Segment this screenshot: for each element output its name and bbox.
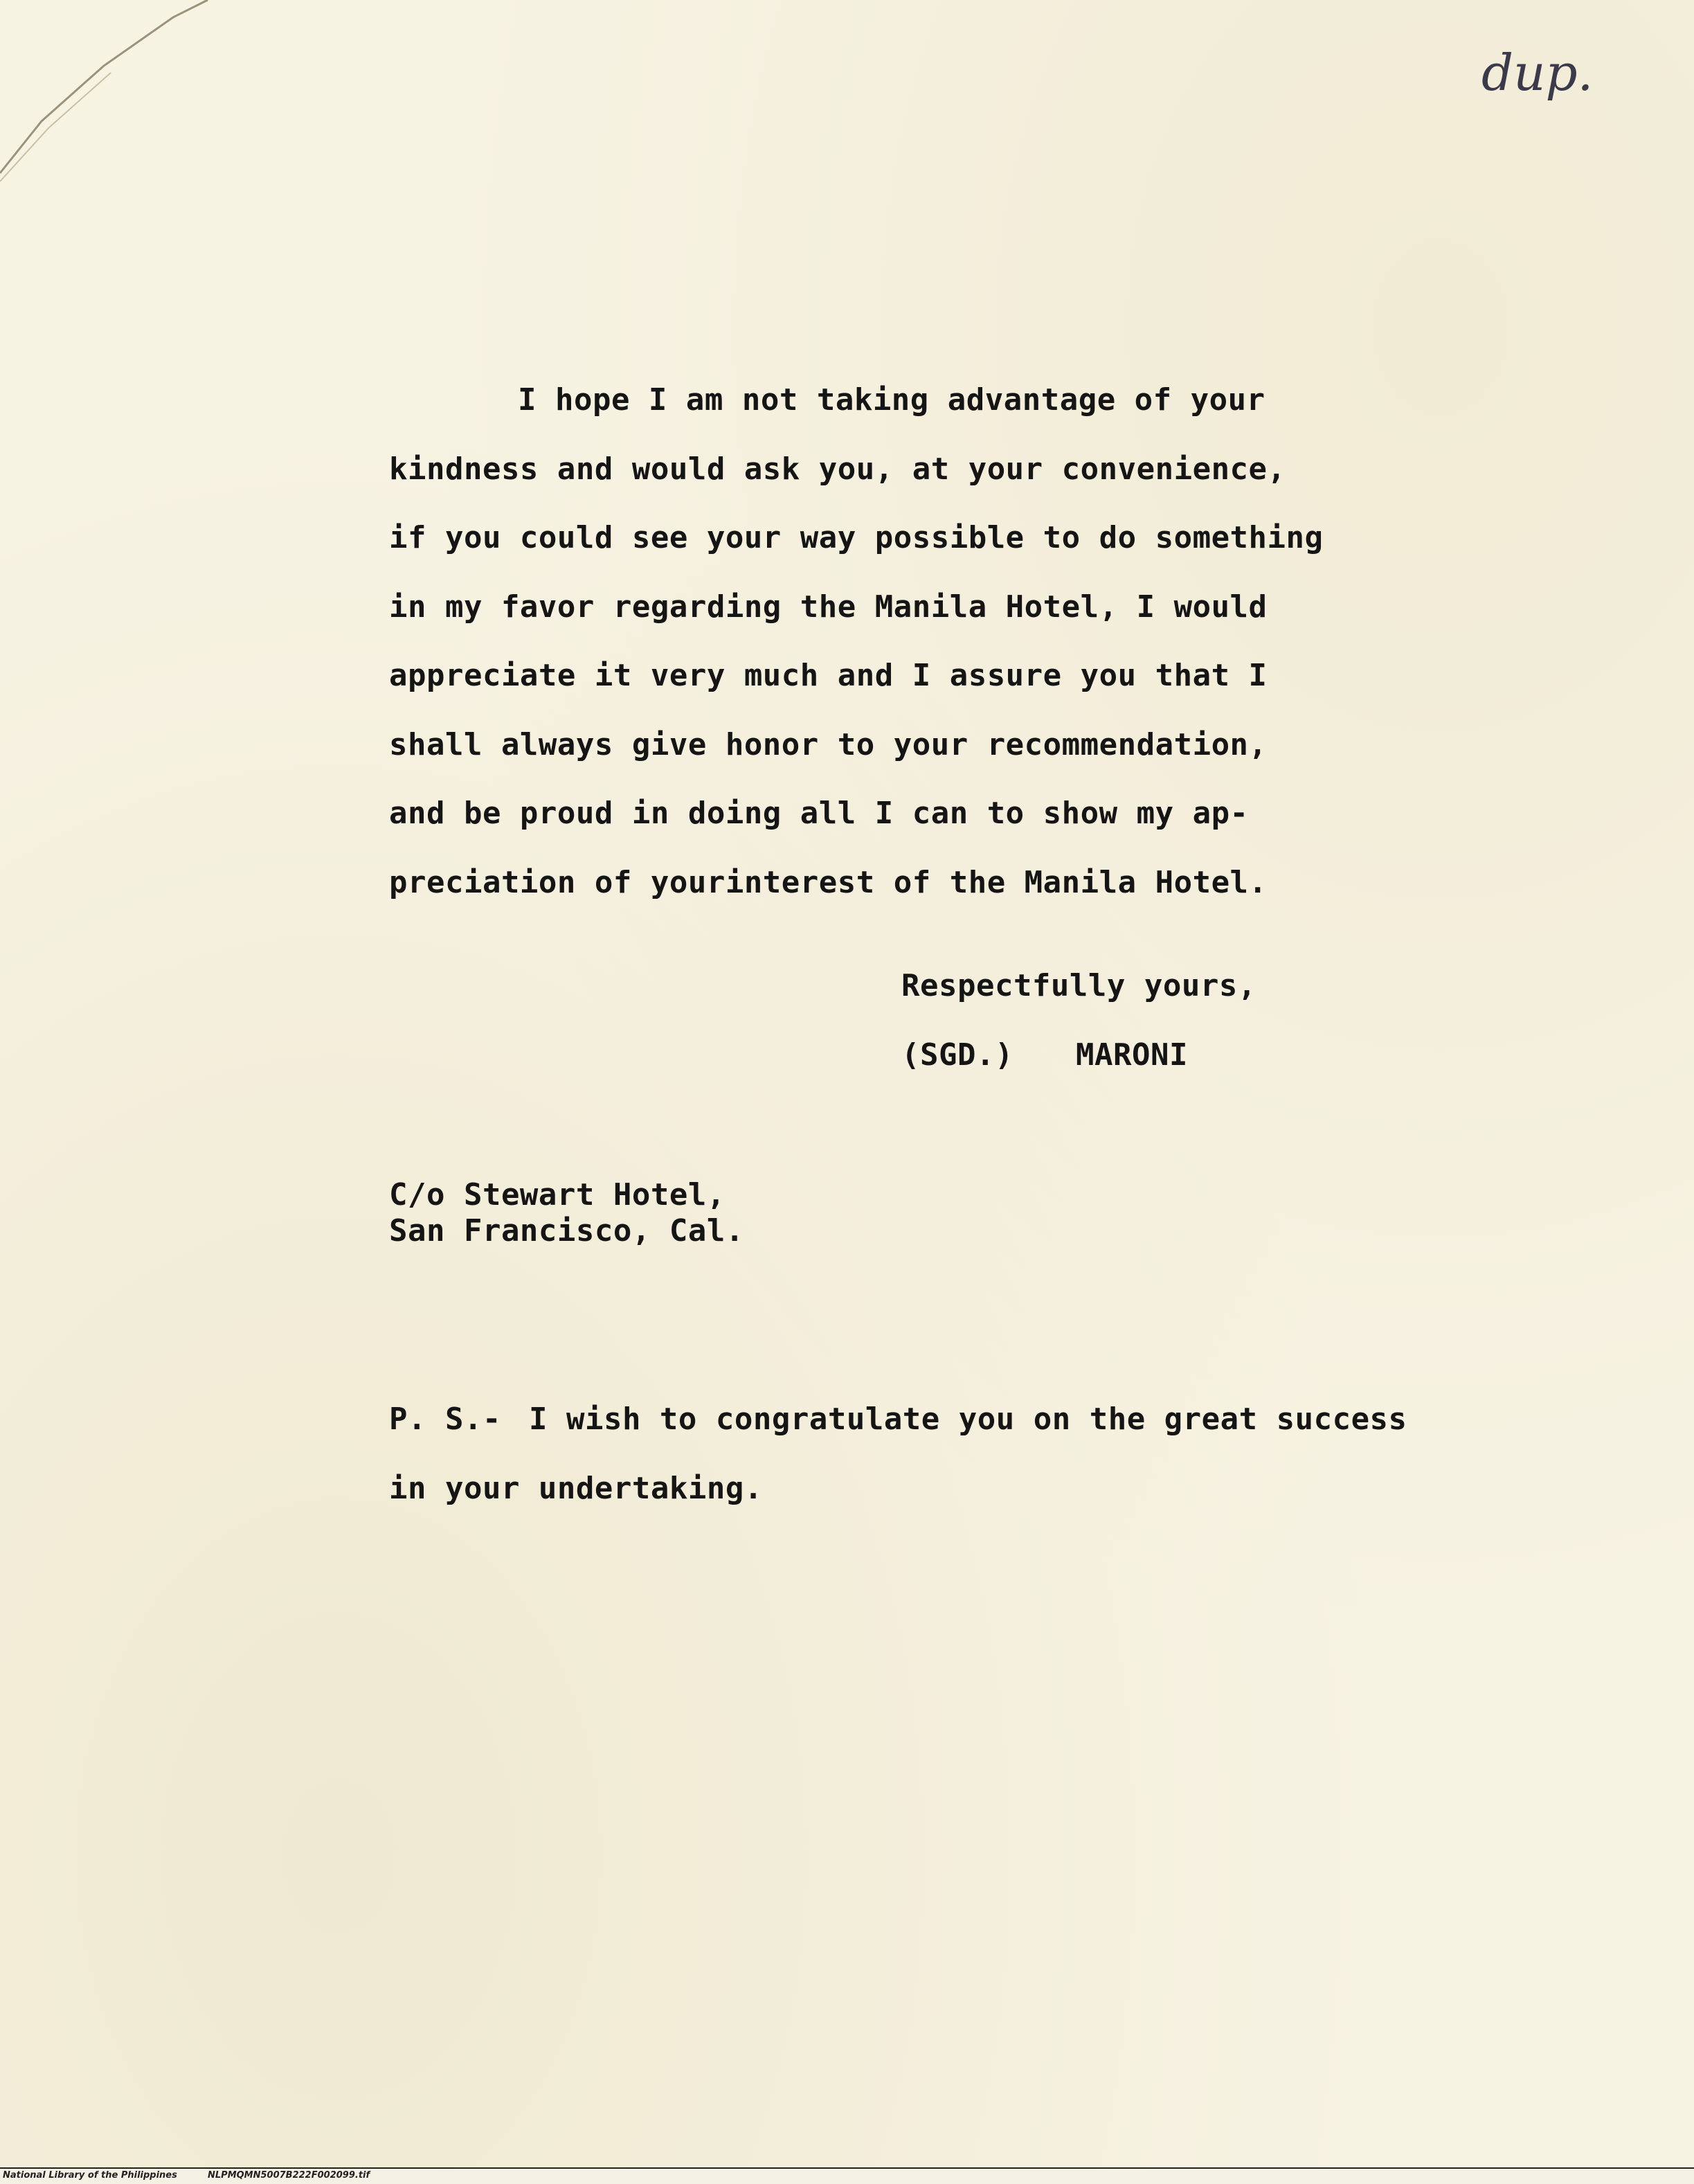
sender-address-line-2: San Francisco, Cal. [389, 1213, 744, 1248]
page-crease-mark [0, 0, 235, 208]
footer-file-id: NLPMQMN5007B222F002099.tif [208, 2170, 370, 2181]
archive-footer [0, 2167, 1694, 2184]
svg-text:dup.: dup. [1481, 44, 1594, 102]
body-line: shall always give honor to your recommendation, [389, 726, 1268, 762]
sender-address-line-1: C/o Stewart Hotel, [389, 1177, 726, 1212]
body-line: and be proud in doing all I can to show my ap- [389, 796, 1249, 831]
footer-library-name: National Library of the Philippines [3, 2170, 177, 2181]
body-line: in my favor regarding the Manila Hotel, I would [389, 589, 1268, 625]
signature-name: MARONI [1076, 1037, 1188, 1073]
body-line: I hope I am not taking advantage of your [518, 382, 1265, 418]
postscript-line-1: I wish to congratulate you on the great success [529, 1402, 1407, 1437]
body-line: if you could see your way possible to do something [389, 520, 1324, 555]
body-line: appreciate it very much and I assure you that I [389, 658, 1268, 693]
body-line: kindness and would ask you, at your convenience, [389, 451, 1286, 487]
body-line: preciation of yourinterest of the Manila Hotel. [389, 864, 1268, 900]
letter-body [389, 382, 1566, 933]
signature-label: (SGD.) [901, 1037, 1013, 1073]
handwritten-dup-note [1481, 38, 1627, 163]
postscript-label: P. S.- [389, 1402, 501, 1437]
postscript-line-2: in your undertaking. [389, 1471, 763, 1506]
letter-closing: Respectfully yours, [901, 968, 1256, 1003]
